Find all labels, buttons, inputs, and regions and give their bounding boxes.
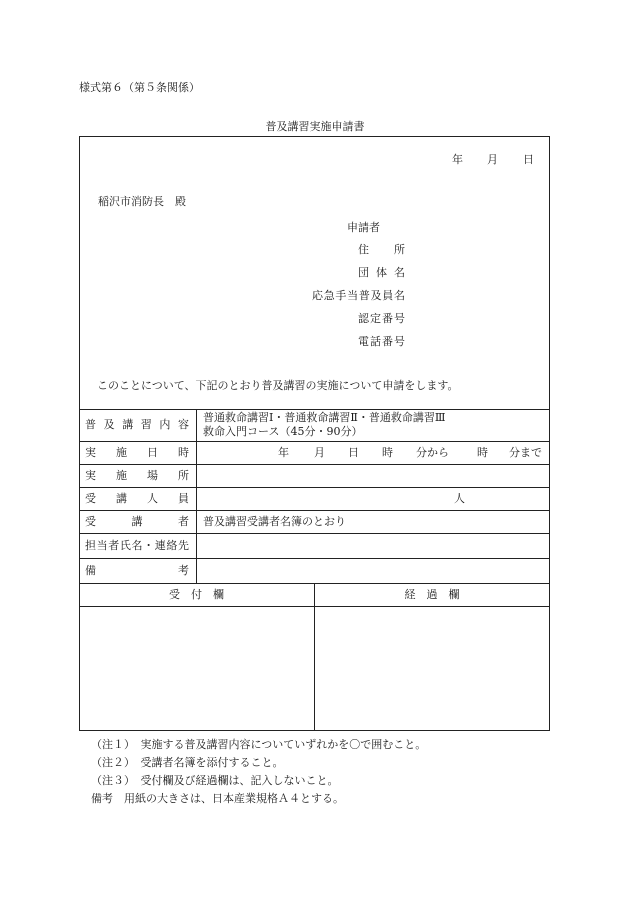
- label-column-divider: [196, 409, 197, 583]
- course-options-line1: 普通救命講習Ⅰ・普通救命講習Ⅱ・普通救命講習Ⅲ: [203, 411, 446, 424]
- note-3: （注３） 受付欄及び経過欄は、記入しないこと。: [91, 774, 339, 787]
- course-label: 普及講習内容: [85, 418, 189, 431]
- note-1: （注１） 実施する普及講習内容についていずれかを〇で囲むこと。: [91, 738, 427, 751]
- row-divider: [79, 533, 550, 534]
- row-divider: [79, 558, 550, 559]
- applicant-phone-label: 電話番号: [358, 335, 405, 348]
- contact-label: 担当者氏名・連絡先: [85, 539, 189, 552]
- course-options-line2: 救命入門コース（45分・90分）: [203, 425, 363, 438]
- attendees-label: 受講者: [85, 515, 189, 528]
- table-top-border: [79, 409, 550, 410]
- applicant-group-label: 団体名: [358, 266, 405, 279]
- statement-text: このことについて、下記のとおり普及講習の実施について申請をします。: [97, 379, 459, 392]
- document-title: 普及講習実施申請書: [265, 120, 365, 133]
- row-divider: [79, 487, 550, 488]
- applicant-heading: 申請者: [347, 221, 380, 234]
- applicant-address-label: 住 所: [358, 243, 405, 256]
- date-year-label: 年: [452, 153, 463, 166]
- applicant-instructor-label: 応急手当普及員名: [312, 289, 405, 302]
- note-2: （注２） 受講者名簿を添付すること。: [91, 756, 284, 769]
- count-unit: 人: [454, 492, 465, 505]
- progress-column-header: 経 過 欄: [404, 588, 460, 601]
- applicant-cert-number-label: 認定番号: [358, 312, 405, 325]
- paper-size-remark: 備考 用紙の大きさは、日本産業規格Ａ４とする。: [91, 792, 344, 805]
- attendees-value: 普及講習受講者名簿のとおり: [203, 515, 346, 528]
- reception-column-header: 受 付 欄: [169, 588, 224, 601]
- remarks-label: 備考: [85, 564, 189, 577]
- date-day-label: 日: [523, 153, 534, 166]
- form-number-label: 様式第６（第５条関係）: [79, 81, 200, 94]
- datetime-day: 日: [348, 446, 359, 459]
- count-label: 受講人員: [85, 492, 189, 505]
- addressee: 稲沢市消防長 殿: [98, 195, 186, 208]
- date-month-label: 月: [487, 153, 498, 166]
- place-label: 実施場所: [85, 469, 189, 482]
- datetime-from: 分から: [416, 446, 449, 459]
- datetime-hour: 時: [382, 446, 393, 459]
- datetime-label: 実施日時: [85, 446, 189, 459]
- datetime-until: 分まで: [509, 446, 542, 459]
- row-divider: [79, 510, 550, 511]
- datetime-year: 年: [278, 446, 289, 459]
- row-divider: [79, 441, 550, 442]
- datetime-to-hour: 時: [477, 446, 488, 459]
- datetime-month: 月: [314, 446, 325, 459]
- row-divider: [79, 464, 550, 465]
- reception-progress-divider: [314, 583, 315, 731]
